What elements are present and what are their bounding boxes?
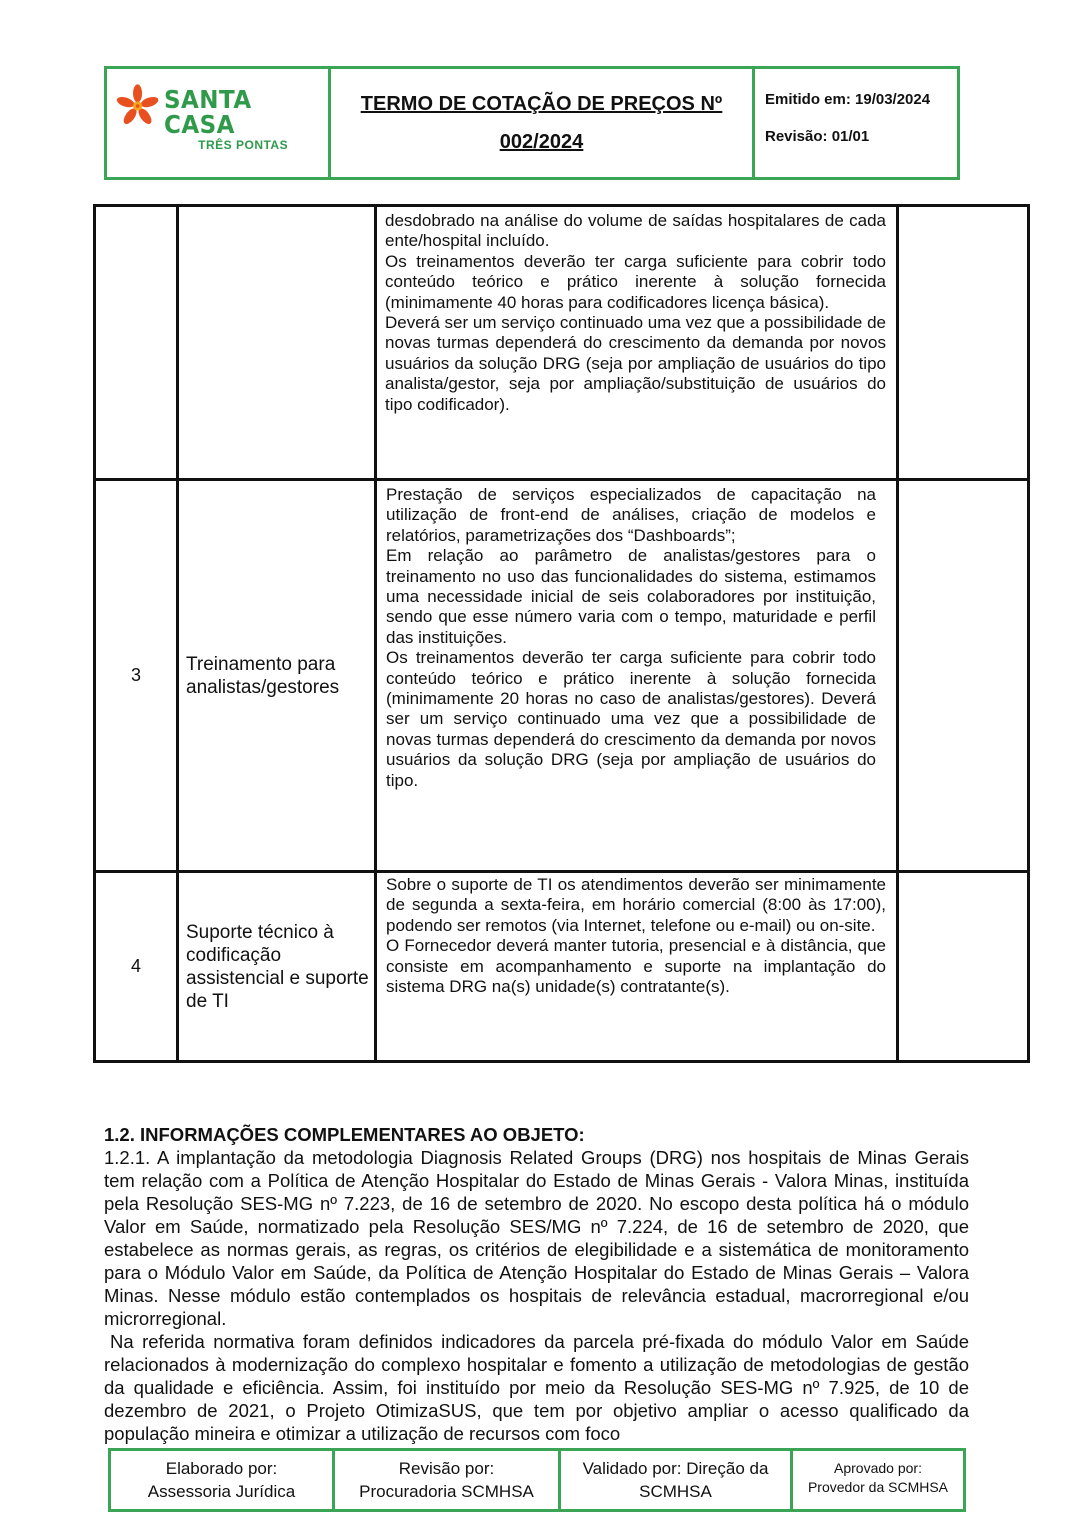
row-description — [376, 206, 898, 480]
footer-value: SCMHSA — [639, 1482, 712, 1501]
document-meta — [755, 69, 957, 177]
complementary-info-section — [104, 1123, 969, 1445]
description-paragraph: Deverá ser um serviço continuado uma vez que a possibilidade de novas turmas dependerá do crescimento da demanda por novos usuários da solução DRG (seja por ampliação de usuários do tipo analista/gestor, seja por ampliação/substituição de usuários do tipo codificador). — [385, 313, 886, 414]
row-item-name: Treinamento para analistas/gestores — [178, 480, 376, 872]
description-paragraph: Em relação ao parâmetro de analistas/gestores para o treinamento no uso das funcionalidades do sistema, estimamos uma necessidade inicial de seis colaboradores por instituição, sendo que esse número varia com o tempo, maturidade e perfil das instituições. — [386, 546, 876, 647]
description-paragraph: O Fornecedor deverá manter tutoria, presencial e à distância, que consiste em acompanhamento e suporte na implantação do sistema DRG na(s) unidade(s) contratante(s). — [386, 936, 886, 997]
footer-validated-by — [561, 1451, 793, 1509]
footer-value: Provedor da SCMHSA — [807, 1479, 949, 1495]
footer-approved-by — [793, 1451, 963, 1509]
emitted-date: Emitido em: 19/03/2024 — [765, 91, 931, 108]
row-empty-cell — [898, 206, 1029, 480]
description-paragraph: Os treinamentos deverão ter carga suficiente para cobrir todo conteúdo teórico e prático inerente à solução fornecida (minimamente 40 horas para codificadores licença básica). — [385, 251, 886, 312]
description-paragraph: Prestação de serviços especializados de capacitação na utilização de front-end de análises, criação de modelos e relatórios, parametrizações dos “Dashboards”; — [386, 485, 876, 545]
row-empty-cell — [898, 480, 1029, 872]
section-title: 1.2. INFORMAÇÕES COMPLEMENTARES AO OBJETO: — [104, 1124, 585, 1145]
document-title — [331, 69, 755, 177]
description-paragraph: Sobre o suporte de TI os atendimentos deverão ser minimamente de segunda a sexta-feira, em horário comercial (8:00 às 17:00), podendo ser remotos (via Internet, telefone ou e-mail) ou on-site. — [386, 875, 886, 935]
row-description — [376, 480, 898, 872]
logo-name: SANTA CASA — [164, 85, 252, 139]
footer-label: Revisão por: — [398, 1459, 495, 1478]
items-table — [93, 204, 1030, 1063]
table-row — [95, 480, 1029, 872]
logo-area — [107, 69, 331, 177]
row-item-name — [178, 206, 376, 480]
footer-label: Aprovado por: — [834, 1460, 922, 1476]
description-paragraph: Os treinamentos deverão ter carga suficiente para cobrir todo conteúdo teórico e prático inerente à solução fornecida (minimamente 20 horas no caso de analistas/gestores). Deverá ser um serviço continuado uma vez que a possibilidade de novas turmas dependerá do crescimento da demanda por novos usuários da solução DRG (seja por ampliação de usuários do tipo. — [386, 648, 876, 790]
footer-prepared-by — [111, 1451, 335, 1509]
table-row — [95, 872, 1029, 1062]
title-line-1: TERMO DE COTAÇÃO DE PREÇOS Nº — [360, 93, 723, 115]
approval-footer — [108, 1448, 966, 1512]
footer-label: Validado por: Direção da — [582, 1459, 769, 1478]
row-number — [95, 206, 178, 480]
row-empty-cell — [898, 872, 1029, 1062]
flower-logo-icon — [115, 81, 160, 131]
row-number: 3 — [95, 480, 178, 872]
row-item-name: Suporte técnico à codificação assistencial e suporte de TI — [178, 872, 376, 1062]
revision-number: Revisão: 01/01 — [765, 128, 870, 145]
footer-value: Procuradoria SCMHSA — [359, 1482, 534, 1501]
table-row — [95, 206, 1029, 480]
document-header — [104, 66, 960, 180]
row-number: 4 — [95, 872, 178, 1062]
logo-subtitle: TRÊS PONTAS — [198, 138, 289, 152]
footer-reviewed-by — [335, 1451, 561, 1509]
footer-value: Assessoria Jurídica — [147, 1482, 296, 1501]
title-line-2: 002/2024 — [499, 131, 584, 153]
section-paragraph: Na referida normativa foram definidos indicadores da parcela pré-fixada do módulo Valor em Saúde relacionados à modernização do complexo hospitalar e fomento a utilização de metodologias de gestão da qualidade e eficiência. Assim, foi instituído por meio da Resolução SES-MG nº 7.925, de 10 de dezembro de 2021, o Projeto OtimizaSUS, que tem por objetivo ampliar o acesso qualificado da população mineira e otimizar a utilização de recursos com foco — [104, 1331, 969, 1444]
description-paragraph: desdobrado na análise do volume de saídas hospitalares de cada ente/hospital incluído. — [385, 211, 886, 251]
footer-label: Elaborado por: — [165, 1459, 278, 1478]
section-paragraph: 1.2.1. A implantação da metodologia Diagnosis Related Groups (DRG) nos hospitais de Minas Gerais tem relação com a Política de Atenção Hospitalar do Estado de Minas Gerais - Valora Minas, instituída pela Resolução SES-MG nº 7.223, de 16 de setembro de 2020. No escopo desta política há o módulo Valor em Saúde, normatizado pela Resolução SES/MG nº 7.224, de 16 de setembro de 2020, que estabelece as normas gerais, as regras, os critérios de elegibilidade e a sistemática de monitoramento para o Módulo Valor em Saúde, da Política de Atenção Hospitalar do Estado de Minas Gerais – Valora Minas. Nesse módulo estão contemplados os hospitais de relevância estadual, macrorregional e/ou microrregional. — [104, 1147, 969, 1329]
row-description — [376, 872, 898, 1062]
